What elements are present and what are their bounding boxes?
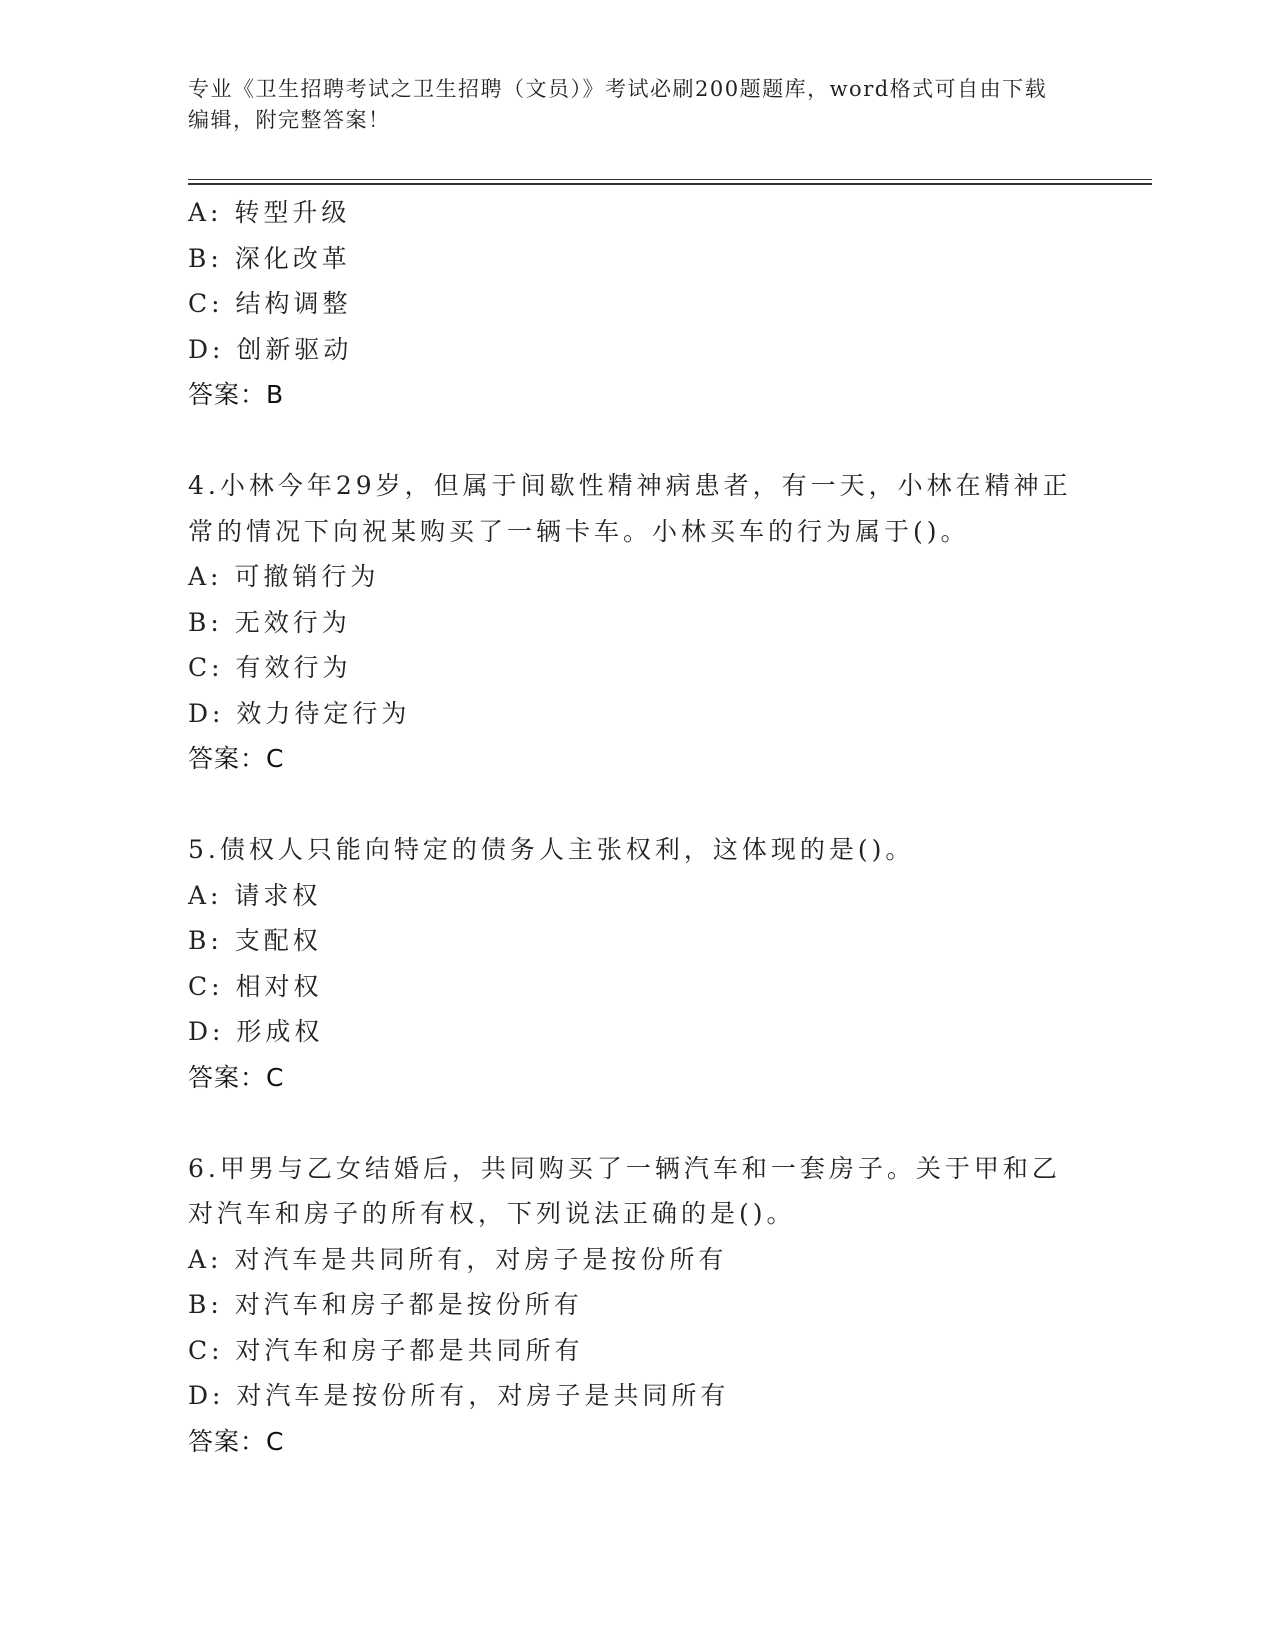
answer-label: 答案：C	[188, 1426, 285, 1456]
question-stem: 常的情况下向祝某购买了一辆卡车。小林买车的行为属于()。	[188, 516, 970, 546]
option-a: A: 可撤销行为	[188, 562, 380, 591]
question-6	[188, 1146, 1088, 1465]
question-stem: 对汽车和房子的所有权，下列说法正确的是()。	[188, 1199, 796, 1228]
question-4	[188, 463, 1088, 782]
option-c: C: 结构调整	[188, 289, 352, 318]
header-divider-thin	[188, 179, 1152, 180]
document-header: 专业《卫生招聘考试之卫生招聘（文员）》考试必刷200题题库，word格式可自由下载编辑，附完整答案！	[188, 77, 1048, 132]
option-b: B: 深化改革	[188, 243, 351, 273]
option-d: D: 创新驱动	[188, 334, 353, 364]
header-divider-thick	[188, 183, 1152, 185]
option-b: B: 无效行为	[188, 607, 351, 637]
option-a: A: 转型升级	[188, 198, 351, 227]
option-a: A: 请求权	[188, 880, 322, 910]
question-spacer	[188, 782, 1088, 828]
question-stem: 5.债权人只能向特定的债务人主张权利，这体现的是()。	[188, 835, 915, 864]
option-a: A: 对汽车是共同所有，对房子是按份所有	[188, 1244, 728, 1274]
question-5	[188, 827, 1088, 1100]
option-b: B: 对汽车和房子都是按份所有	[188, 1290, 583, 1319]
answer-label: 答案：B	[188, 380, 285, 409]
answer-label: 答案：C	[188, 744, 285, 773]
question-stem: 6.甲男与乙女结婚后，共同购买了一辆汽车和一套房子。关于甲和乙	[188, 1153, 1061, 1183]
question-spacer	[188, 418, 1088, 464]
option-d: D: 效力待定行为	[188, 698, 411, 728]
option-d: D: 对汽车是按份所有，对房子是共同所有	[188, 1381, 730, 1410]
question-3	[188, 190, 1088, 418]
answer-label: 答案：C	[188, 1062, 285, 1092]
option-c: C: 相对权	[188, 971, 323, 1001]
question-stem: 4.小林今年29岁，但属于间歇性精神病患者，有一天，小林在精神正	[188, 471, 1072, 500]
question-spacer	[188, 1100, 1088, 1146]
option-d: D: 形成权	[188, 1017, 324, 1046]
option-c: C: 对汽车和房子都是共同所有	[188, 1335, 584, 1365]
question-list	[188, 190, 1088, 1464]
option-b: B: 支配权	[188, 926, 322, 955]
option-c: C: 有效行为	[188, 653, 352, 682]
